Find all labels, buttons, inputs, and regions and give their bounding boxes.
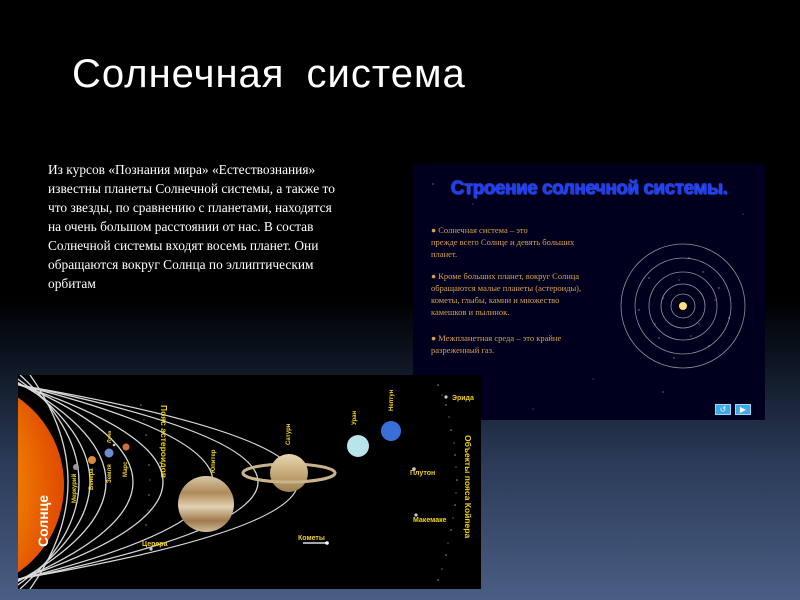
eris-label: Эрида: [452, 395, 474, 402]
bullet-line: ● Солнечная система – это: [431, 225, 528, 235]
asteroid-belt-label: Пояс астероидов: [159, 405, 169, 479]
kuiper-belt: [437, 384, 458, 581]
play-button[interactable]: ▶: [735, 404, 751, 415]
body-line: Из курсов «Познания мира» «Естествознания»: [48, 162, 316, 177]
body-text: [48, 160, 400, 293]
bullet-line: разреженный газ.: [431, 345, 495, 355]
saturn-icon: [270, 454, 308, 492]
sun-label: Солнце: [35, 494, 51, 547]
structure-bullet-1: [431, 224, 621, 260]
return-button[interactable]: ↺: [715, 404, 731, 415]
eris-icon: [444, 395, 447, 398]
neptune-label: Нептун: [389, 389, 395, 411]
jupiter-label: Юпитер: [211, 449, 217, 473]
bullet-line: кометы, глыбы, камни и множество: [431, 295, 560, 305]
ceres-label: Церера: [142, 541, 168, 548]
pluto-label: Плутон: [410, 470, 436, 477]
earth-icon: [105, 449, 114, 458]
body-line: обращаются вокруг Солнца по эллиптическим: [48, 257, 314, 272]
structure-bullet-2: [431, 270, 621, 318]
body-line: известны планеты Солнечной системы, а также то: [48, 181, 335, 196]
bullet-line: ● Кроме больших планет, вокруг Солнца: [431, 271, 580, 281]
body-line: Солнечной системы входят восемь планет. Они: [48, 238, 319, 253]
makemake-label: Макемаке: [413, 517, 447, 524]
bullet-line: камешков и пылинок.: [431, 307, 510, 317]
jupiter-icon: [178, 476, 234, 532]
asteroid-belt: [140, 404, 150, 556]
neptune-icon: [381, 421, 401, 441]
body-line: на очень большом расстоянии от нас. В состав: [48, 219, 314, 234]
comets-label: Кометы: [298, 535, 325, 542]
bullet-line: ● Межпланетная среда – это крайне: [431, 333, 562, 343]
venus-label: Венера: [89, 468, 95, 490]
mars-icon: [123, 444, 130, 451]
venus-icon: [88, 456, 96, 464]
moon-label: Луна: [107, 430, 113, 443]
bullet-line: прежде всего Солнце и девять больших: [431, 237, 575, 247]
body-line: орбитам: [48, 276, 96, 291]
sun-icon: [18, 379, 64, 589]
structure-bullet-3: [431, 332, 621, 356]
body-line: что звезды, по сравнению с планетами, находятся: [48, 200, 332, 215]
moon-icon: [113, 444, 116, 447]
mars-label: Марс: [123, 461, 129, 477]
earth-label: Земля: [107, 464, 113, 483]
structure-heading: Строение солнечной системы.: [450, 178, 728, 199]
uranus-icon: [347, 435, 369, 457]
mercury-label: Меркурий: [72, 473, 78, 503]
galaxy-orbits-illustration: [619, 228, 759, 378]
saturn-label: Сатурн: [286, 423, 292, 445]
bullet-line: обращаются малые планеты (астероиды),: [431, 283, 582, 293]
sun-dot: [679, 302, 687, 310]
mercury-icon: [73, 464, 79, 470]
kuiper-belt-label: Объекты пояса Койпера: [463, 435, 473, 539]
slide-title: Солнечная система: [72, 52, 466, 96]
bullet-line: планет.: [431, 249, 458, 259]
planets-image: [18, 375, 481, 589]
uranus-label: Уран: [352, 410, 358, 425]
